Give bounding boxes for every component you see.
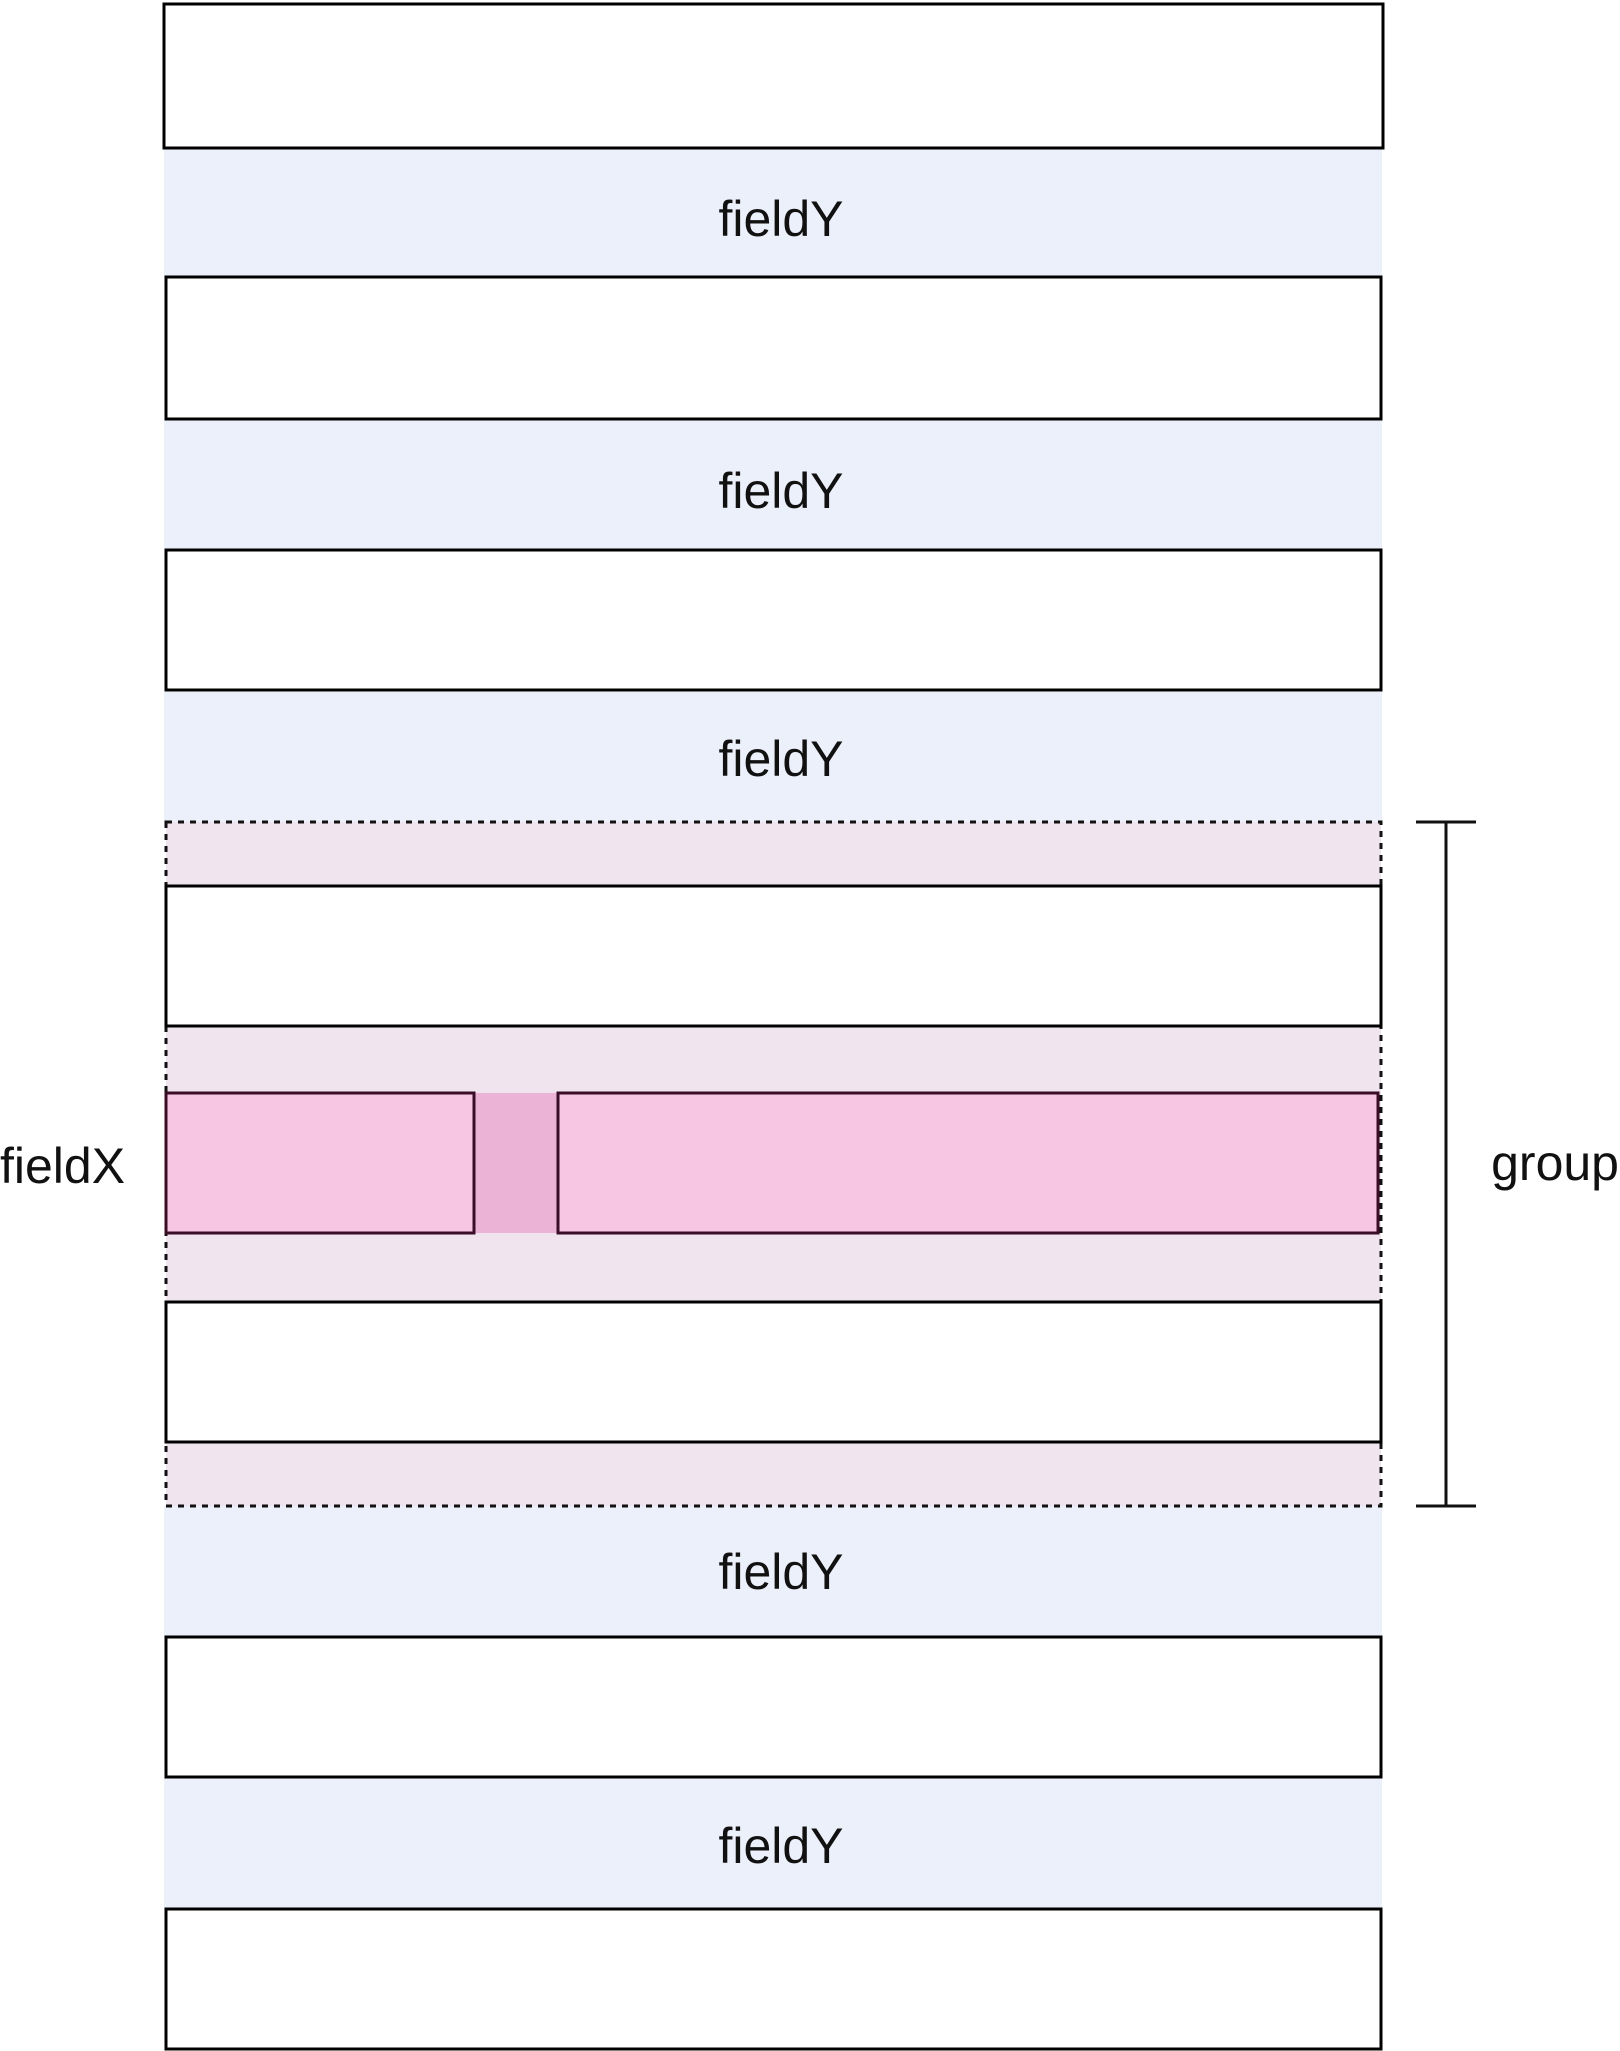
box-2: [166, 277, 1381, 419]
row-cell-left: [166, 1093, 474, 1233]
gap-label-2: fieldY: [718, 463, 844, 519]
bracket-label: group: [1491, 1135, 1619, 1191]
gap-label-5: fieldY: [718, 1818, 844, 1874]
box-6: [166, 1302, 1381, 1442]
group-bracket: [1416, 822, 1476, 1506]
gap-label-1: fieldY: [718, 191, 844, 247]
row-label: fieldX: [0, 1138, 126, 1194]
gap-label-4: fieldY: [718, 1544, 844, 1600]
row-cell-right: [558, 1093, 1378, 1233]
gap-label-3: fieldY: [718, 731, 844, 787]
box-4: [166, 886, 1381, 1026]
box-3: [166, 550, 1381, 690]
box-7: [166, 1637, 1381, 1777]
box-8: [166, 1909, 1381, 2049]
row-gap: [474, 1093, 558, 1233]
box-1: [164, 4, 1383, 148]
